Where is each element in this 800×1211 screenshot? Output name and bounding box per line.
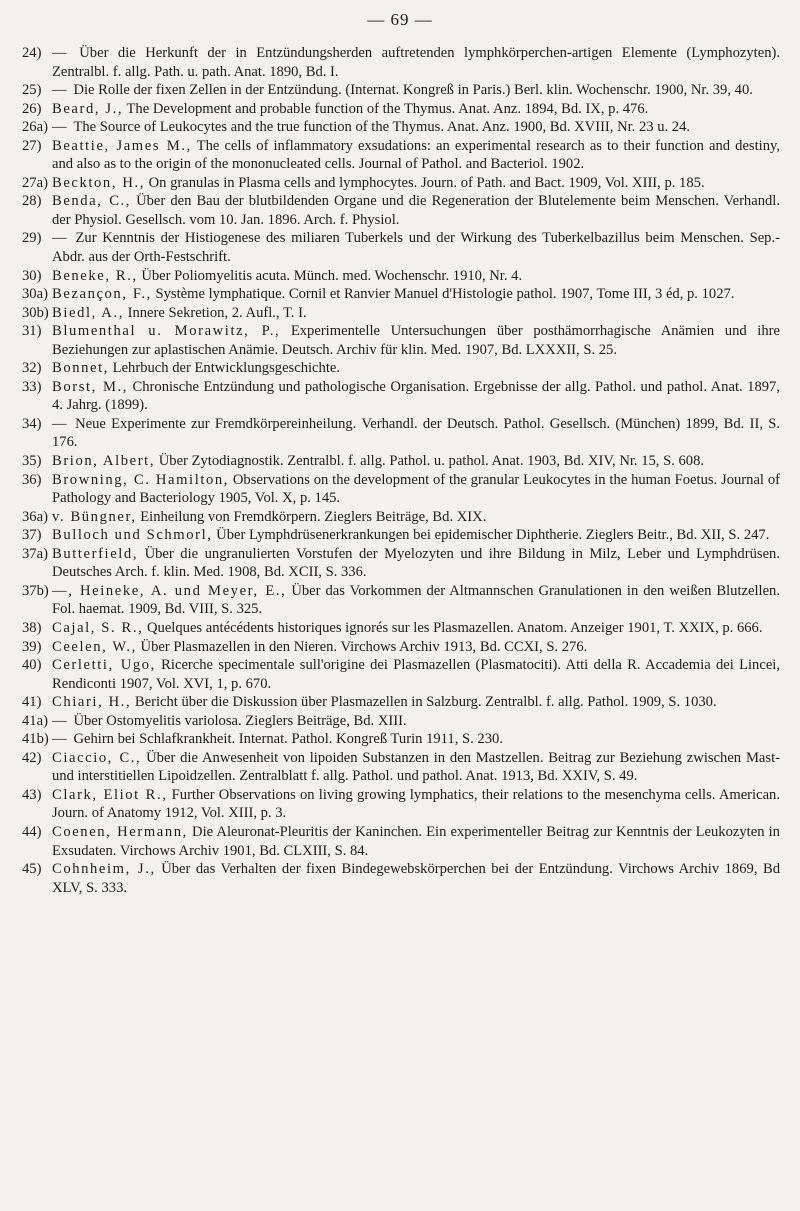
reference-author: Bonnet, (52, 360, 110, 377)
reference-text: Further Observations on living growing lymphatics, their relations to the mesenchyma cells. American. Journ. of Anatomy 1912, Vol. XIII, p. 3. (52, 786, 781, 822)
reference-entry (22, 582, 780, 619)
reference-entry (22, 619, 780, 638)
reference-text: Quelques antécédents historiques ignorés sur les Plasmazellen. Anatom. Anzeiger 1901, T. XXIX, p. 666. (143, 619, 763, 636)
reference-text: Über Lymphdrüsenerkrankungen bei epidemischer Diphtherie. Zieglers Beitr., Bd. XII, S. 247. (212, 527, 770, 544)
reference-number: 40) (22, 657, 42, 674)
reference-author: Benda, C., (52, 193, 132, 210)
reference-entry (22, 823, 780, 860)
reference-list (22, 44, 780, 897)
reference-author: — (52, 415, 76, 432)
reference-text: Ricerche specimentale sull'origine dei Plasmazellen (Plasmatociti). Atti della R. Accademia dei Lincei, Rendiconti 1907, Vol. XVI, 1, p. 670. (52, 657, 780, 692)
reference-text: Über Plasmazellen in den Nieren. Virchows Archiv 1913, Bd. CCXI, S. 276. (136, 638, 588, 655)
reference-text: Über das Vorkommen der Altmannschen Granulationen in den weißen Blutzellen. Fol. haemat. 1909, Bd. VIII, S. 325. (52, 582, 781, 618)
reference-text: Lehrbuch der Entwicklungsgeschichte. (109, 360, 341, 377)
reference-entry (22, 378, 780, 415)
reference-author: Borst, M., (52, 378, 129, 395)
reference-text: Über Poliomyelitis acuta. Münch. med. Wochenschr. 1910, Nr. 4. (137, 267, 523, 284)
reference-text: Innere Sekretion, 2. Aufl., T. I. (123, 304, 307, 321)
reference-text: Système lymphatique. Cornil et Ranvier Manuel d'Histologie pathol. 1907, Tome III, 3 éd, p. 1027. (151, 286, 735, 303)
reference-entry (22, 415, 780, 452)
reference-entry (22, 526, 780, 545)
reference-number: 34) (22, 415, 42, 432)
reference-author: Beckton, H., (52, 174, 145, 191)
reference-number: 38) (22, 619, 42, 636)
reference-author: Beard, J., (52, 100, 124, 117)
reference-entry (22, 81, 780, 100)
reference-text: Neue Experimente zur Fremdkörpereinheilung. Verhandl. der Deutsch. Pathol. Gesellsch. (München) 1899, Bd. II, S. 176. (52, 415, 780, 451)
reference-author: Cerletti, Ugo, (52, 657, 156, 674)
reference-number: 32) (22, 360, 42, 377)
reference-number: 36) (22, 471, 42, 488)
reference-text: Über die Herkunft der in Entzündungsherden auftretenden lymphkörperchen-artigen Elemente (Lymphozyten). Zentralbl. f. allg. Path. u. path. Anat. 1890, Bd. I. (52, 45, 780, 80)
reference-entry (22, 712, 780, 731)
reference-author: — (52, 230, 76, 247)
reference-entry (22, 44, 780, 81)
reference-author: Coenen, Hermann, (52, 823, 188, 840)
reference-number: 44) (22, 823, 42, 840)
reference-number: 41b) (22, 731, 49, 748)
reference-author: Biedl, A., (52, 304, 124, 321)
reference-text: Über das Verhalten der fixen Bindegewebskörperchen bei der Entzündung. Virchows Archiv 1869, Bd XLV, S. 333. (52, 861, 780, 896)
reference-text: Observations on the development of the granular Leukocytes in the human Foetus. Journal of Pathology and Bacteriology 1905, Vol. X, p. 145. (52, 471, 780, 507)
reference-entry (22, 359, 780, 378)
reference-text: Einheilung von Fremdkörpern. Zieglers Beiträge, Bd. XIX. (136, 508, 487, 525)
reference-number: 30b) (22, 304, 49, 321)
reference-author: — (52, 45, 80, 61)
reference-text: Experimentelle Untersuchungen über posthämorrhagische Anämien und ihre Beziehungen zur aplastischen Anämie. Deutsch. Archiv für klin. Med. 1907, Bd. LXXXII, S. 25. (52, 323, 780, 358)
reference-entry (22, 174, 780, 193)
reference-text: Über die Anwesenheit von lipoiden Substanzen in den Mastzellen. Beitrag zur Beziehung zwischen Mast- und interstitiellen Lipoidzellen. Zentralblatt f. allg. Pathol. und pathol. Anat. 1913, Bd. XXIV, S. 49. (52, 749, 780, 785)
reference-entry (22, 452, 780, 471)
reference-number: 36a) (22, 508, 48, 525)
reference-entry (22, 545, 780, 582)
reference-number: 39) (22, 638, 42, 655)
reference-text: Gehirn bei Schlafkrankheit. Internat. Pathol. Kongreß Turin 1911, S. 230. (73, 731, 503, 748)
reference-text: The Development and probable function of the Thymus. Anat. Anz. 1894, Bd. IX, p. 476. (123, 100, 649, 117)
reference-text: On granulas in Plasma cells and lymphocytes. Journ. of Path. and Bact. 1909, Vol. XIII, p. 185. (144, 174, 705, 191)
reference-number: 43) (22, 786, 42, 803)
reference-author: — (52, 712, 74, 729)
reference-number: 26a) (22, 119, 48, 136)
reference-entry (22, 471, 780, 508)
reference-number: 29) (22, 230, 42, 247)
reference-text: Zur Kenntnis der Histiogenese des miliaren Tuberkels und der Wirkung des Tuberkelbazillus beim Menschen. Sep.-Abdr. aus der Orth-Festschrift. (52, 230, 780, 266)
reference-number: 27a) (22, 174, 48, 191)
reference-number: 37a) (22, 545, 48, 562)
reference-author: Browning, C. Hamilton, (52, 471, 230, 488)
reference-number: 25) (22, 82, 42, 99)
reference-author: Ceelen, W., (52, 638, 137, 655)
reference-author: Bulloch und Schmorl, (52, 527, 213, 544)
reference-author: Beattie, James M., (52, 137, 192, 154)
reference-entry (22, 730, 780, 749)
reference-author: Ciaccio, C., (52, 749, 142, 766)
reference-text: Über Zytodiagnostik. Zentralbl. f. allg. Pathol. u. pathol. Anat. 1903, Bd. XIV, Nr. 15, S. 608. (155, 453, 705, 470)
reference-entry (22, 118, 780, 137)
reference-entry (22, 229, 780, 266)
reference-author: Bezançon, F., (52, 286, 152, 303)
reference-number: 35) (22, 453, 42, 470)
reference-number: 42) (22, 749, 42, 766)
reference-entry (22, 656, 780, 693)
reference-text: Über die ungranulierten Vorstufen der Myelozyten und ihre Bildung in Milz, Leber und Lymphdrüsen. Deutsches Arch. f. klin. Med. 1908, Bd. XCII, S. 336. (52, 545, 780, 581)
reference-text: The Source of Leukocytes and the true function of the Thymus. Anat. Anz. 1900, Bd. XVIII, Nr. 23 u. 24. (73, 119, 691, 136)
reference-author: — (52, 82, 74, 99)
reference-entry (22, 100, 780, 119)
reference-entry (22, 304, 780, 323)
reference-entry (22, 749, 780, 786)
reference-entry (22, 285, 780, 304)
reference-number: 37b) (22, 582, 49, 599)
reference-number: 28) (22, 193, 42, 210)
reference-author: Beneke, R., (52, 267, 138, 284)
reference-text: Über Ostomyelitis variolosa. Zieglers Beiträge, Bd. XIII. (73, 712, 407, 729)
reference-number: 30a) (22, 286, 48, 303)
reference-number: 31) (22, 323, 42, 340)
reference-author: — (52, 731, 74, 748)
reference-author: Brion, Albert, (52, 453, 156, 470)
reference-text: Die Rolle der fixen Zellen in der Entzündung. (Internat. Kongreß in Paris.) Berl. klin. Wochenschr. 1900, Nr. 39, 40. (73, 82, 753, 99)
reference-number: 26) (22, 100, 42, 117)
reference-author: Clark, Eliot R., (52, 786, 168, 803)
reference-number: 45) (22, 861, 42, 878)
reference-number: 24) (22, 45, 42, 61)
reference-author: Chiari, H., (52, 694, 132, 711)
reference-author: Cajal, S. R., (52, 619, 144, 636)
reference-number: 33) (22, 378, 42, 395)
reference-entry (22, 860, 780, 897)
reference-text: Die Aleuronat-Pleuritis der Kaninchen. Ein experimenteller Beitrag zur Kenntnis der Leukozyten in Exsudaten. Virchows Archiv 1901, Bd. CLXIII, S. 84. (52, 823, 780, 859)
reference-entry (22, 508, 780, 527)
reference-number: 37) (22, 527, 42, 544)
reference-author: Blumenthal u. Morawitz, P., (52, 323, 281, 340)
reference-number: 27) (22, 137, 42, 154)
reference-author: —, Heineke, A. und Meyer, E., (52, 582, 287, 599)
reference-number: 41) (22, 694, 42, 711)
reference-entry (22, 693, 780, 712)
reference-text: Über den Bau der blutbildenden Organe und die Regeneration der Blutelemente beim Menschen. Verhandl. der Physiol. Gesellsch. vom 10. Jan. 1896. Arch. f. Physiol. (52, 193, 780, 228)
reference-author: v. Büngner, (52, 508, 137, 525)
reference-entry (22, 638, 780, 657)
reference-text: The cells of inflammatory exsudations: an experimental research as to their function and destiny, and also as to the origin of the mononucleated cells. Journal of Pathol. and Bacteriol. 1902. (52, 137, 781, 173)
reference-number: 30) (22, 267, 42, 284)
reference-author: — (52, 119, 74, 136)
reference-entry (22, 192, 780, 229)
reference-number: 41a) (22, 712, 48, 729)
reference-text: Chronische Entzündung und pathologische Organisation. Ergebnisse der allg. Pathol. und pathol. Anat. 1897, 4. Jahrg. (1899). (52, 378, 780, 414)
reference-text: Bericht über die Diskussion über Plasmazellen in Salzburg. Zentralbl. f. allg. Pathol. 1909, S. 1030. (131, 694, 717, 711)
reference-entry (22, 322, 780, 359)
reference-author: Butterfield, (52, 545, 139, 562)
page-number: — 69 — (367, 10, 433, 29)
reference-entry (22, 137, 780, 174)
reference-entry (22, 267, 780, 286)
reference-author: Cohnheim, J., (52, 861, 156, 878)
reference-entry (22, 786, 780, 823)
